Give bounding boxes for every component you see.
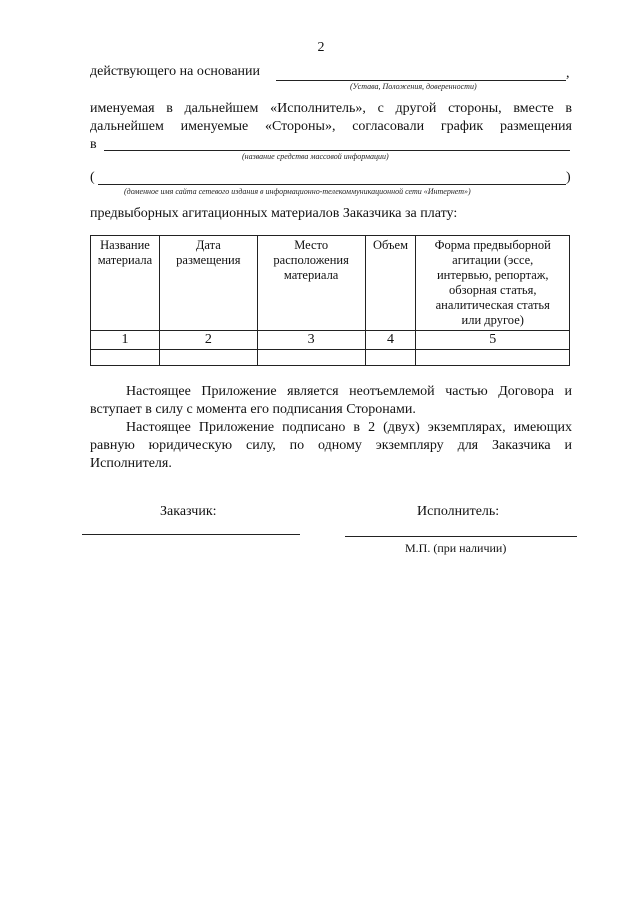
basis-comma: , xyxy=(566,66,570,81)
basis-blank-line xyxy=(276,80,566,81)
media-caption: (название средства массовой информации) xyxy=(242,152,389,161)
domain-open-paren: ( xyxy=(90,170,95,185)
intro-line-1: именуемая в дальнейшем «Исполнитель», с другой стороны, вместе в xyxy=(90,101,572,116)
table-cell xyxy=(365,350,416,366)
basis-prefix: действующего на основании xyxy=(90,64,261,79)
executor-signature-line xyxy=(345,536,577,537)
media-blank-line xyxy=(104,150,570,151)
executor-signature-label: Исполнитель: xyxy=(417,504,500,519)
intro-in-word: в xyxy=(90,137,97,152)
domain-close-paren: ) xyxy=(566,170,571,185)
table-row xyxy=(91,350,570,366)
table-cell xyxy=(416,350,570,366)
para2-line-1: Настоящее Приложение подписано в 2 (двух) экземплярах, имеющих xyxy=(126,420,572,435)
para1-line-2: вступает в силу с момента его подписания Сторонами. xyxy=(90,402,416,417)
basis-caption: (Устава, Положения, доверенности) xyxy=(350,82,477,91)
header-material-location: Место расположения материала xyxy=(257,236,365,331)
column-number: 1 xyxy=(91,331,160,350)
table-cell xyxy=(159,350,257,366)
column-number: 3 xyxy=(257,331,365,350)
header-material-name: Название материала xyxy=(91,236,160,331)
intro-line-2: дальнейшем именуемые «Стороны», согласовали график размещения xyxy=(90,119,572,134)
domain-blank-line xyxy=(98,184,566,185)
seal-note: М.П. (при наличии) xyxy=(405,541,507,555)
page-number: 2 xyxy=(317,40,325,55)
header-volume: Объем xyxy=(365,236,416,331)
para2-line-3: Исполнителя. xyxy=(90,456,172,471)
customer-signature-label: Заказчик: xyxy=(160,504,217,519)
table-cell xyxy=(91,350,160,366)
para2-line-2: равную юридическую силу, по одному экземпляру для Заказчика и xyxy=(90,438,572,453)
column-number: 5 xyxy=(416,331,570,350)
table-cell xyxy=(257,350,365,366)
customer-signature-line xyxy=(82,534,300,535)
header-agitation-form: Форма предвыборной агитации (эссе, интервью, репортаж, обзорная статья, аналитическая статья или другое) xyxy=(416,236,570,331)
domain-caption: (доменное имя сайта сетевого издания в информационно-телекоммуникационной сети «Интернет») xyxy=(124,187,471,196)
intro-line-3: предвыборных агитационных материалов Заказчика за плату: xyxy=(90,206,458,221)
para1-line-1: Настоящее Приложение является неотъемлемой частью Договора и xyxy=(126,384,572,399)
placement-schedule-table xyxy=(90,235,570,366)
column-number: 4 xyxy=(365,331,416,350)
column-number: 2 xyxy=(159,331,257,350)
table-header-row xyxy=(91,236,570,331)
header-placement-date: Дата размещения xyxy=(159,236,257,331)
table-number-row xyxy=(91,331,570,350)
